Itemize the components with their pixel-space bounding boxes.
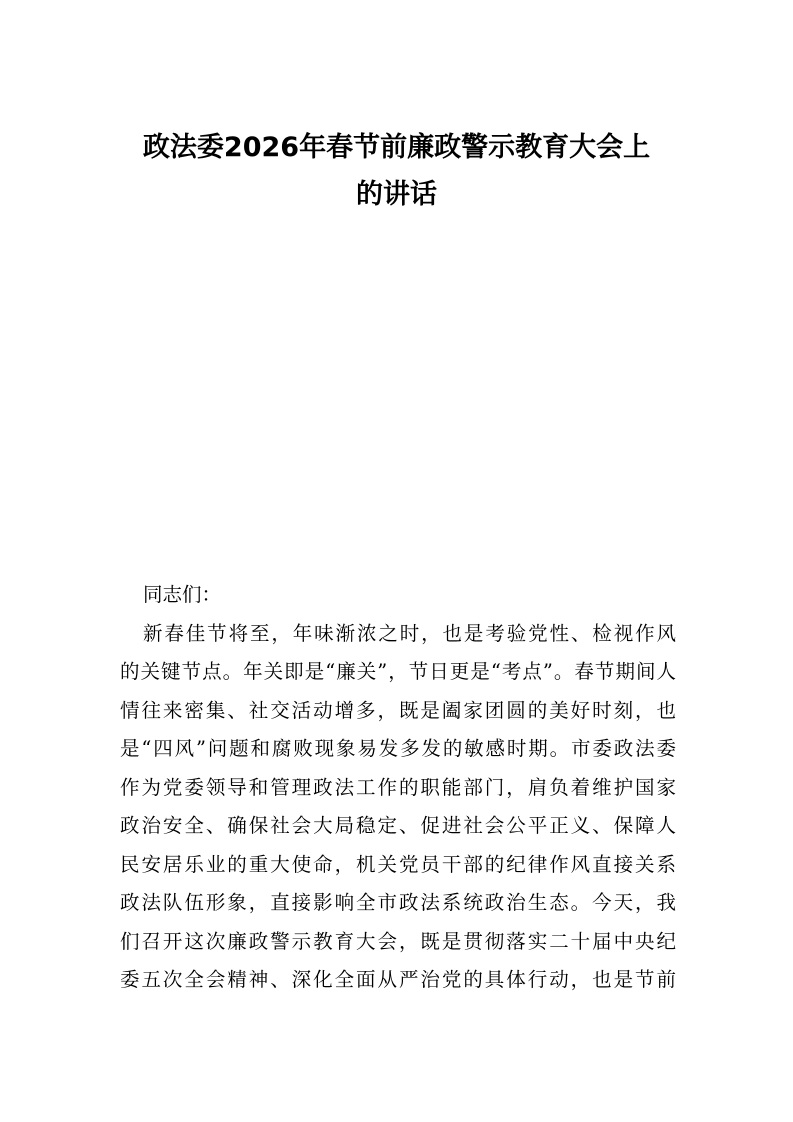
paragraph-line: 新春佳节将至，年味渐浓之时，也是考验党性、检视作风 <box>143 621 676 645</box>
paragraph-line: 是“四风”问题和腐败现象易发多发的敏感时期。市委政法委 <box>120 737 676 760</box>
document-body <box>120 576 676 1000</box>
paragraph-line: 们召开这次廉政警示教育大会，既是贯彻落实二十届中央纪 <box>120 929 676 953</box>
paragraph-line: 的关键节点。年关即是“廉关”，节日更是“考点”。春节期间人 <box>120 660 676 683</box>
paragraph-line: 作为党委领导和管理政法工作的职能部门，肩负着维护国家 <box>120 775 676 799</box>
paragraph-line: 政治安全、确保社会大局稳定、促进社会公平正义、保障人 <box>120 814 676 837</box>
paragraph-line: 民安居乐业的重大使命，机关党员干部的纪律作风直接关系 <box>120 852 676 876</box>
paragraph-line: 情往来密集、社交活动增多，既是阖家团圆的美好时刻，也 <box>120 698 676 722</box>
paragraph <box>120 615 676 1000</box>
salutation: 同志们： <box>143 583 222 606</box>
title-line-1: 政法委2026年春节前廉政警示教育大会上 <box>142 132 651 163</box>
paragraph-line: 委五次全会精神、深化全面从严治党的具体行动，也是节前 <box>120 968 676 991</box>
document-title <box>110 124 683 218</box>
title-line-2: 的讲话 <box>356 179 437 210</box>
paragraph-line: 政法队伍形象，直接影响全市政法系统政治生态。今天，我 <box>120 891 676 914</box>
